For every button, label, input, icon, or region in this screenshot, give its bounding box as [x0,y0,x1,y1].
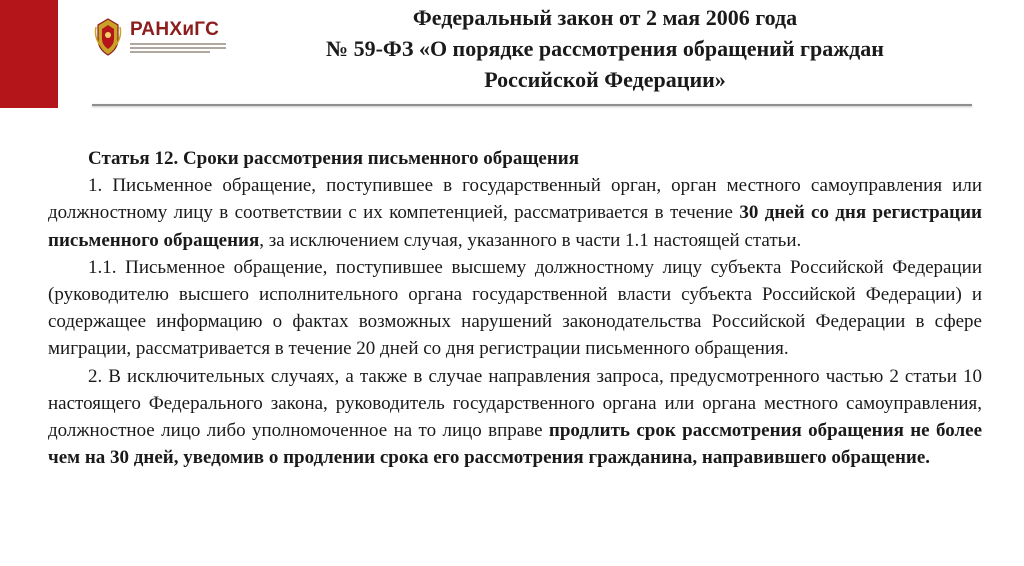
paragraph-1-1: 1.1. Письменное обращение, поступившее высшему должностному лицу субъекта Российской Федерации (руководителю высшего исполнительного органа государственной власти субъекта Российской Федерации) и содержащее информацию о фактах возможных нарушений законодательства Российской Федерации в сфере миграции, рассматривается в течение 20 дней со дня регистрации письменного обращения. [48,256,982,360]
emblem-icon [92,17,124,57]
paragraph-1 [48,172,982,254]
logo-name: РАНХиГС [130,18,220,40]
red-accent-bar [0,0,58,108]
article-title: Статья 12. Сроки рассмотрения письменного обращения [88,148,580,169]
logo-subtitle-lines [130,43,226,55]
header-divider [92,104,972,106]
paragraph-2-emphasis: продлить срок рассмотрения обращения не более чем на 30 дней, уведомив о продлении срока его рассмотрения гражданина, направившего обращение. [48,420,983,469]
document-header [240,2,970,95]
header-line-1: Федеральный закон от 2 мая 2006 года [412,5,798,30]
header-line-3: Российской Федерации» [484,67,726,92]
paragraph-1-emphasis: 30 дней со дня регистрации письменного обращения [48,202,982,251]
logo-text-block [130,20,226,55]
paragraph-1-tail: , за исключением случая, указанного в части 1.1 настоящей статьи. [259,229,802,251]
paragraph-1-text: 1. Письменное обращение, поступившее в государственный орган, орган местного самоуправления или должностному лицу в соответствии с их компетенцией, рассматривается в течение [48,175,982,224]
paragraph-2-text: 2. В исключительных случаях, а также в случае направления запроса, предусмотренного частью 2 статьи 10 настоящего Федерального закона, руководитель государственного органа или органа местного самоуправления, должностное лицо либо уполномоченное на то лицо вправе [48,365,982,442]
ranepa-logo [92,14,222,60]
paragraph-2 [48,363,982,472]
article-body [48,145,982,471]
header-line-2: № 59-ФЗ «О порядке рассмотрения обращений граждан [326,36,884,61]
